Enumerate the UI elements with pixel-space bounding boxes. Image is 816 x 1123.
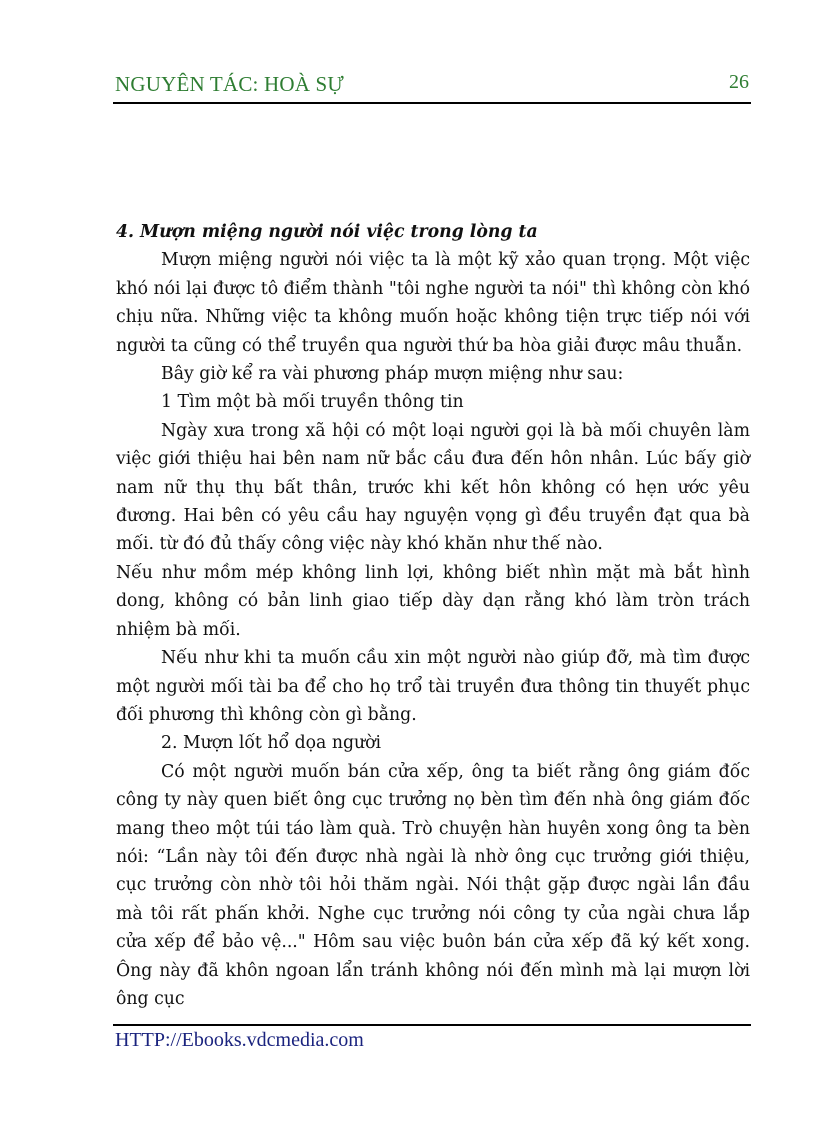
footer-divider — [113, 1024, 751, 1026]
subheading: 1 Tìm một bà mối truyền thông tin — [161, 392, 464, 413]
paragraph: Nếu như mồm mép không linh lợi, không biết nhìn mặt mà bắt hình dong, không có bản linh giao tiếp dày dạn rằng khó làm tròn trách nhiệm bà mối. — [116, 562, 750, 640]
header-title: NGUYÊN TÁC: HOÀ SỰ — [115, 72, 344, 96]
subheading: 2. Mượn lốt hổ dọa người — [161, 733, 382, 754]
paragraph: Bây giờ kể ra vài phương pháp mượn miệng như sau: — [161, 364, 624, 385]
paragraph: Có một người muốn bán cửa xếp, ông ta biết rằng ông giám đốc công ty này quen biết ông cục trưởng nọ bèn tìm đến nhà ông giám đốc mang theo một túi táo làm quà. Trò chuyện hàn huyên xong ông ta bèn nói: “Lần này tôi đến được nhà ngài là nhờ ông cục trưởng giới thiệu, cục trưởng còn nhờ tôi hỏi thăm ngài. Nói thật gặp được ngài lần đầu mà tôi rất phấn khởi. Nghe cục trưởng nói công ty của ngài chưa lắp cửa xếp để bảo vệ..." Hôm sau việc buôn bán cửa xếp đã ký kết xong. Ông này đã khôn ngoan lẩn tránh không nói đến mình mà lại mượn lời ông cục — [116, 761, 750, 1009]
footer-website-link[interactable]: HTTP://Ebooks.vdcmedia.com — [115, 1029, 364, 1051]
section-title: 4. Mượn miệng người nói việc trong lòng ta — [116, 222, 538, 242]
paragraph: Mượn miệng người nói việc ta là một kỹ xảo quan trọng. Một việc khó nói lại được tô điểm thành "tôi nghe người ta nói" thì không còn khó chịu nữa. Những việc ta không muốn hoặc không tiện trực tiếp nói với người ta cũng có thể truyền qua người thứ ba hòa giải được mâu thuẫn. — [116, 250, 750, 356]
paragraph: Nếu như khi ta muốn cầu xin một người nào giúp đỡ, mà tìm được một người mối tài ba để cho họ trổ tài truyền đưa thông tin thuyết phục đối phương thì không còn gì bằng. — [116, 648, 750, 725]
page-number: 26 — [729, 71, 749, 93]
page-header — [113, 68, 751, 104]
page-body — [116, 218, 750, 1013]
paragraph: Ngày xưa trong xã hội có một loại người gọi là bà mối chuyên làm việc giới thiệu hai bên nam nữ bắc cầu đưa đến hôn nhân. Lúc bấy giờ nam nữ thụ thụ bất thân, trước khi kết hôn không có hẹn ước yêu đương. Hai bên có yêu cầu hay nguyện vọng gì đều truyền đạt qua bà mối. từ đó đủ thấy công việc này khó khăn như thế nào. — [116, 420, 750, 555]
